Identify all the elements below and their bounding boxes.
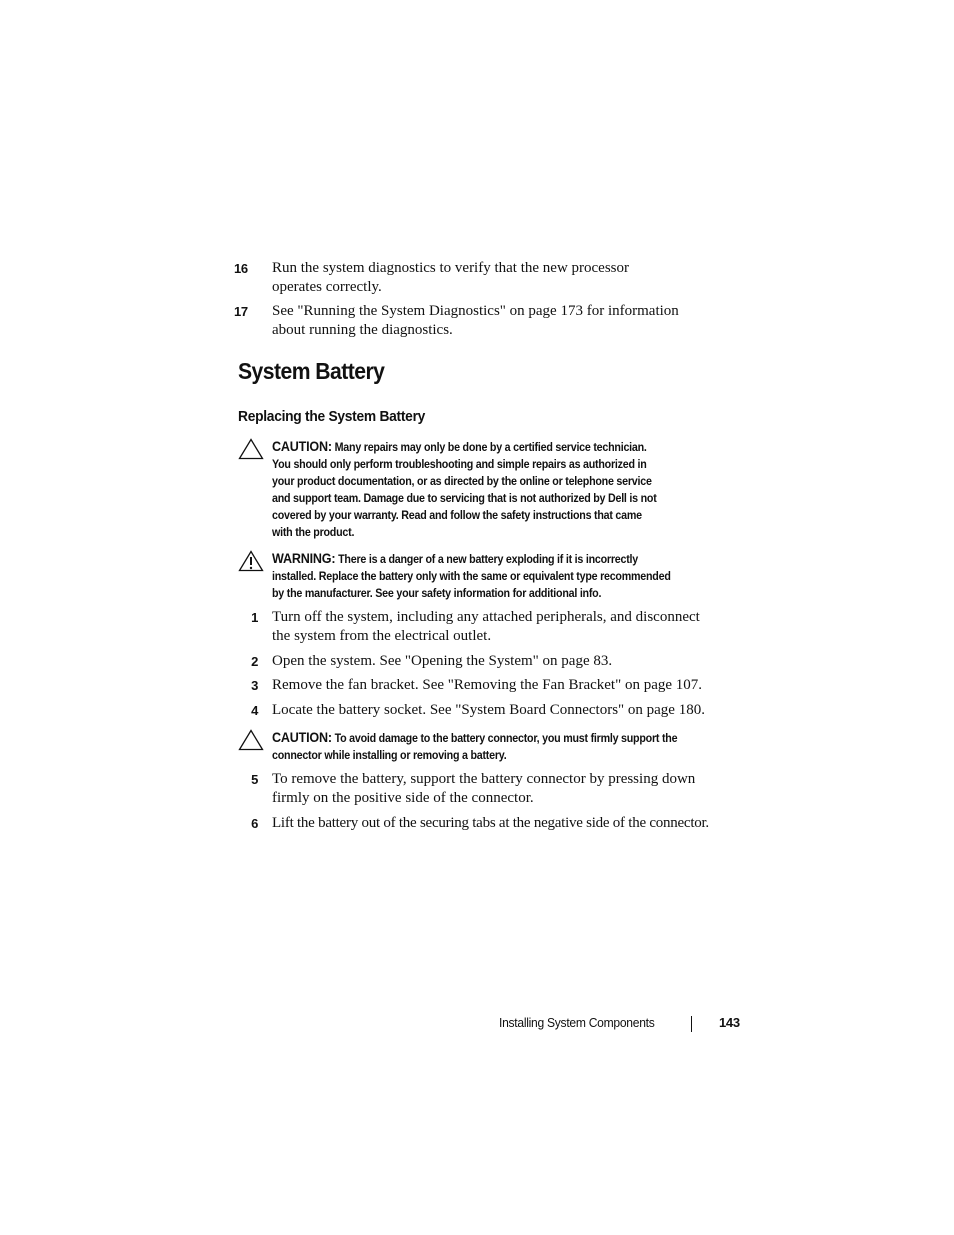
footer-separator (691, 1016, 692, 1032)
step-number: 6 (251, 816, 258, 831)
step-text-line: Open the system. See "Opening the System" on page 83. (272, 653, 613, 669)
warning-text-line: There is a danger of a new battery exploding if it is incorrectly (335, 554, 638, 566)
caution-notice-battery (238, 729, 758, 765)
footer-chapter-title: Installing System Components (499, 1015, 655, 1030)
step-text-line: To remove the battery, support the battery connector by pressing down (272, 771, 696, 787)
caution-notice (238, 438, 758, 542)
step-number: 3 (251, 678, 258, 693)
warning-text-line: by the manufacturer. See your safety information for additional info. (272, 588, 602, 600)
section-subtitle: Replacing the System Battery (238, 408, 426, 425)
step-number: 5 (251, 772, 258, 787)
step-1 (238, 608, 738, 646)
step-5 (238, 770, 738, 808)
warning-label: WARNING: (272, 551, 336, 566)
caution-triangle-icon (238, 438, 264, 460)
step-number: 1 (251, 610, 258, 625)
caution-label: CAUTION: (272, 439, 332, 454)
step-text-line: Remove the fan bracket. See "Removing the Fan Bracket" on page 107. (272, 677, 703, 693)
step-number: 17 (234, 304, 248, 319)
step-text-line: about running the diagnostics. (272, 322, 453, 338)
caution-text-line: You should only perform troubleshooting and simple repairs as authorized in (272, 459, 647, 471)
caution-label: CAUTION: (272, 730, 332, 745)
step-17 (234, 302, 738, 340)
caution-triangle-icon (238, 729, 264, 751)
caution-text-line: your product documentation, or as directed by the online or telephone service (272, 476, 652, 488)
step-6 (238, 814, 738, 833)
step-number: 16 (234, 261, 248, 276)
caution-text-line: Many repairs may only be done by a certified service technician. (331, 442, 647, 454)
step-text-line: operates correctly. (272, 279, 382, 295)
step-4 (238, 701, 738, 720)
caution-text-line: with the product. (272, 527, 355, 539)
step-number: 2 (251, 654, 258, 669)
warning-triangle-icon (238, 550, 264, 572)
step-16 (234, 259, 738, 297)
warning-notice (238, 550, 758, 603)
step-text-line: Lift the battery out of the securing tabs at the negative side of the connector. (272, 815, 709, 831)
caution-text-line: connector while installing or removing a battery. (272, 750, 507, 762)
step-2 (238, 652, 738, 671)
step-text-line: the system from the electrical outlet. (272, 628, 492, 644)
step-text-line: Run the system diagnostics to verify that the new processor (272, 260, 630, 276)
step-text-line: Turn off the system, including any attached peripherals, and disconnect (272, 609, 700, 625)
step-3 (238, 676, 738, 695)
page-number: 143 (719, 1015, 740, 1030)
step-text-line: Locate the battery socket. See "System Board Connectors" on page 180. (272, 702, 705, 718)
caution-text-line: and support team. Damage due to servicing that is not authorized by Dell is not (272, 493, 657, 505)
section-title: System Battery (238, 358, 385, 384)
step-number: 4 (251, 703, 258, 718)
step-text-line: firmly on the positive side of the connector. (272, 790, 534, 806)
caution-text-line: covered by your warranty. Read and follow the safety instructions that came (272, 510, 642, 522)
caution-text-line: To avoid damage to the battery connector, you must firmly support the (331, 733, 678, 745)
step-text-line: See "Running the System Diagnostics" on page 173 for information (272, 303, 679, 319)
warning-text-line: installed. Replace the battery only with the same or equivalent type recommended (272, 571, 671, 583)
